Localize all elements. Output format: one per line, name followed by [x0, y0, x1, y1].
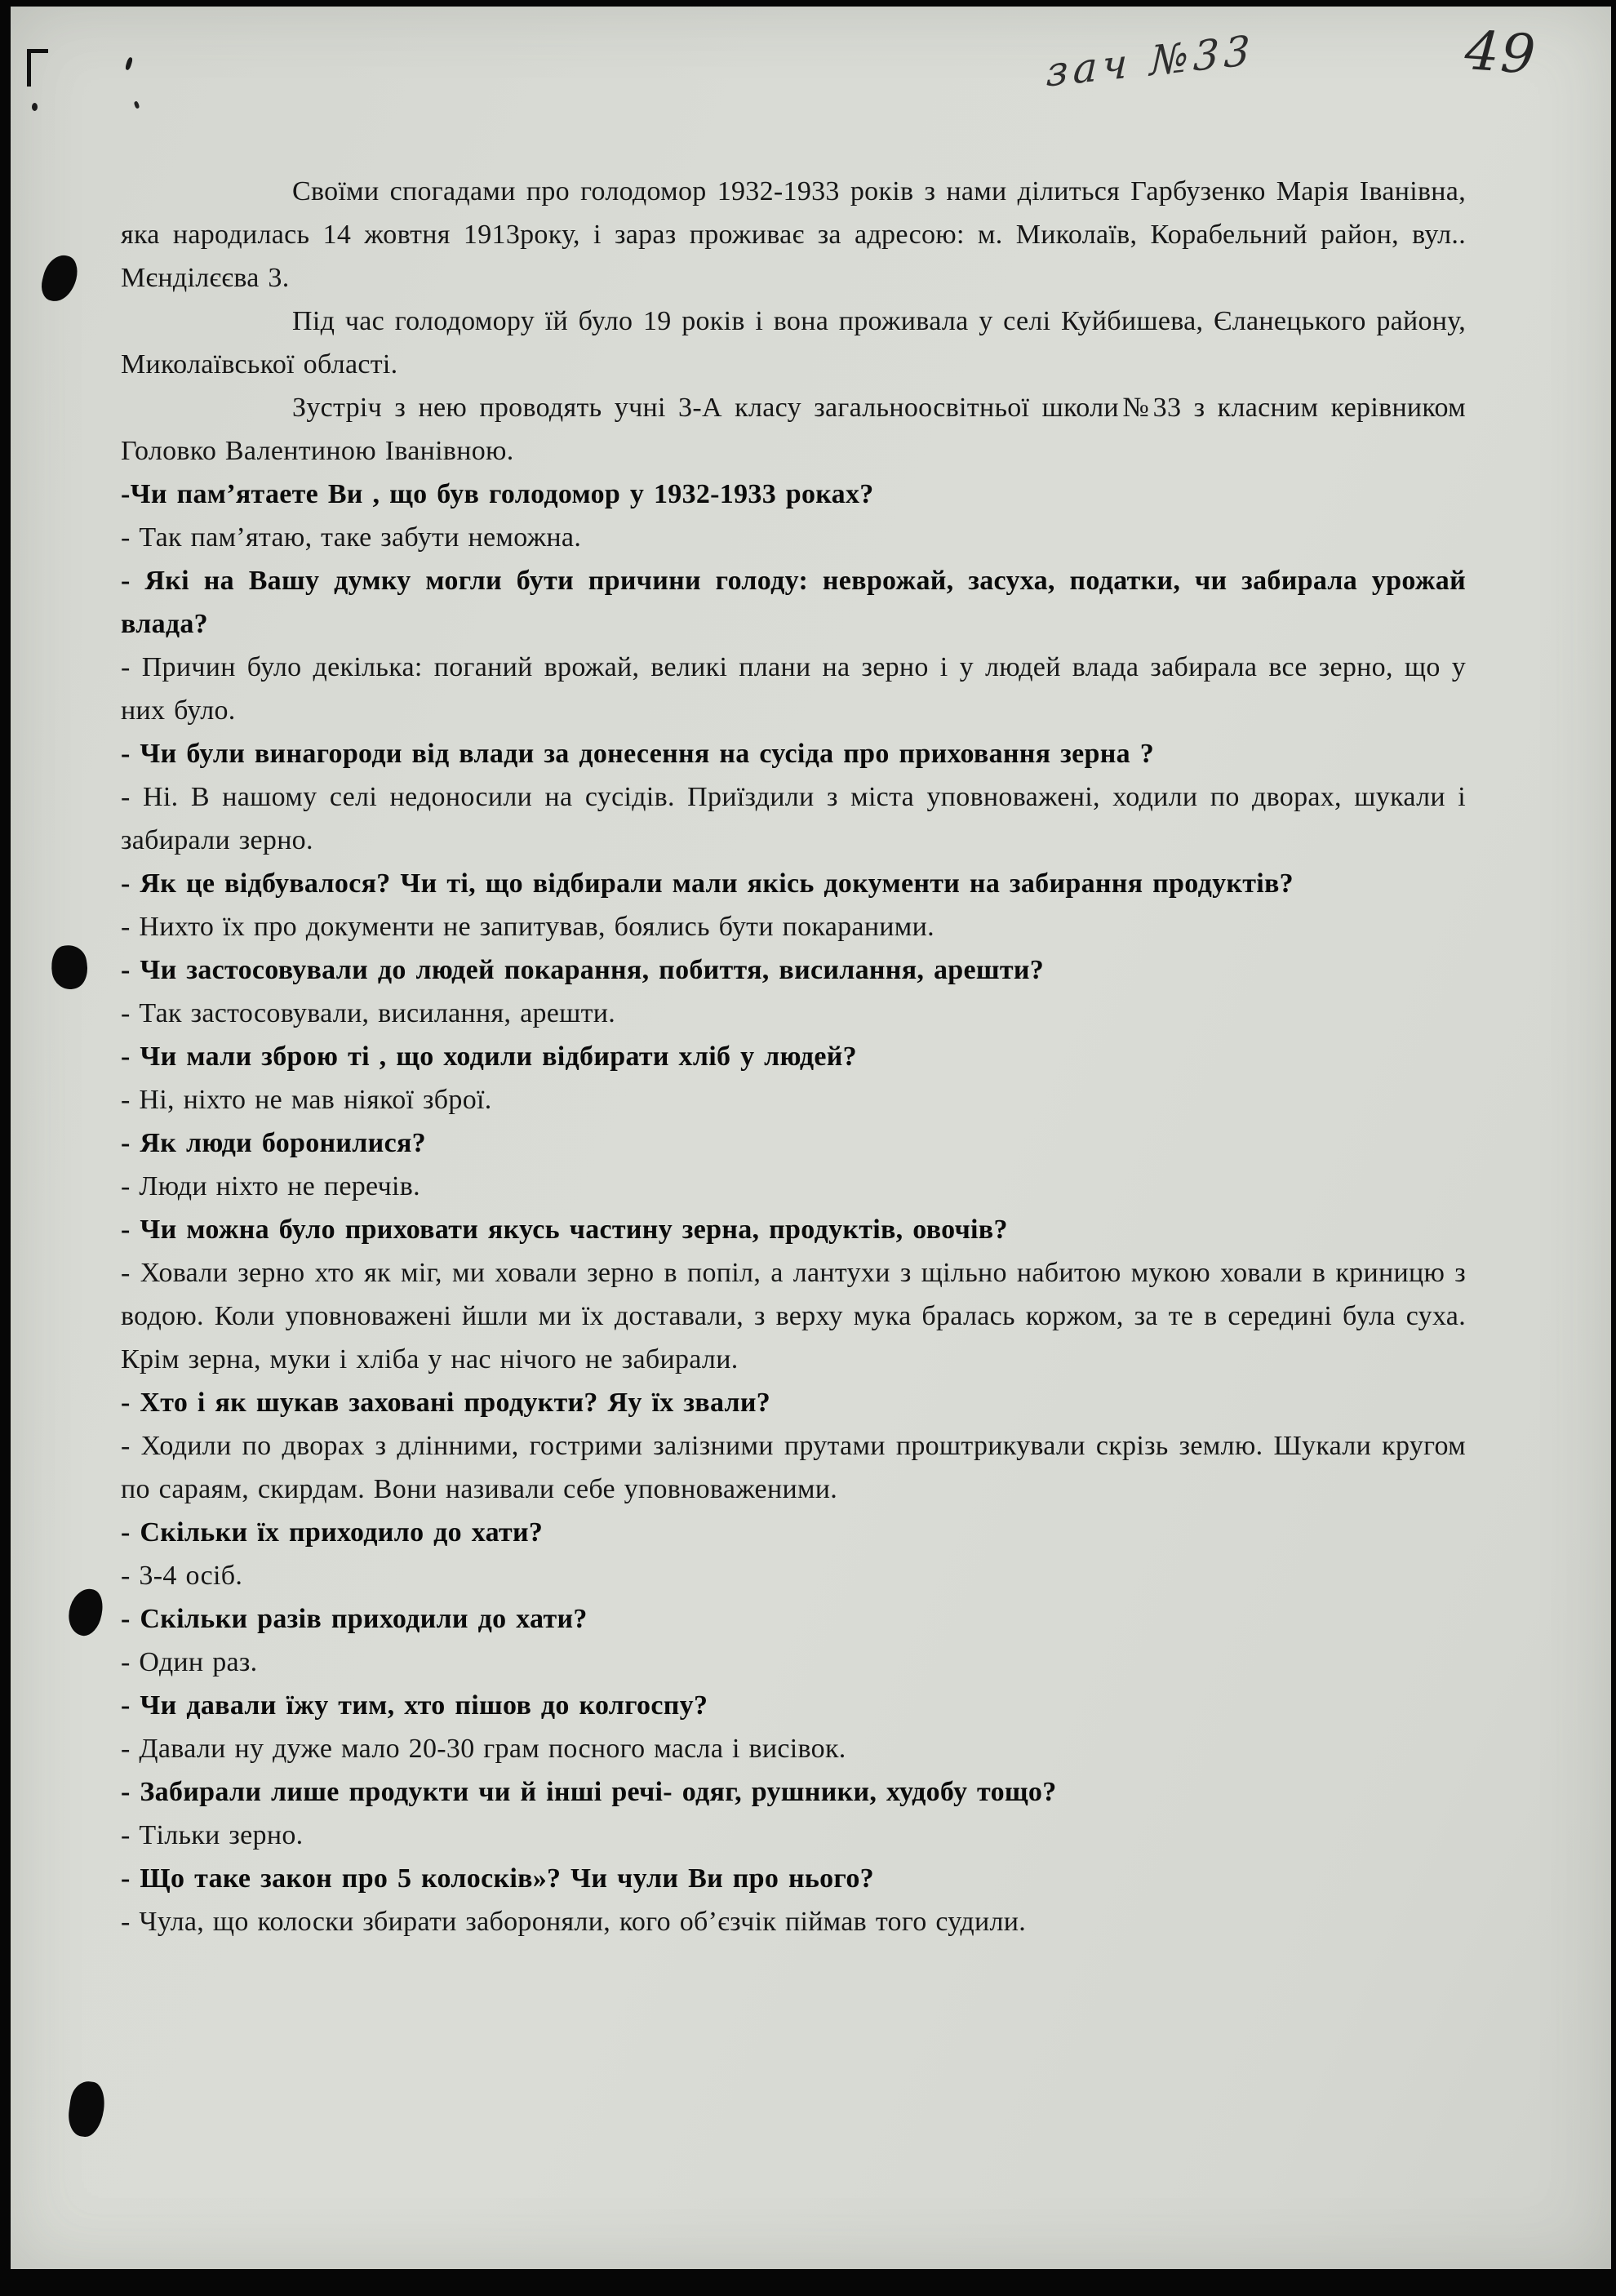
interview-question: - Чи мали зброю ті , що ходили відбирати хліб у людей?: [121, 1041, 857, 1072]
ink-blot: [38, 251, 82, 305]
intro-paragraph: Під час голодомору їй було 19 років і вона проживала у селі Куйбишева, Єланецького району, Миколаївської області.: [121, 306, 1466, 380]
interview-question: - Скільки їх приходило до хати?: [121, 1517, 544, 1548]
interview-question: - Хто і як шукав заховані продукти? Яу їх звали?: [121, 1388, 771, 1418]
interview-question: -Чи пам’ятаете Ви , що був голодомор у 1932-1933 роках?: [121, 479, 874, 509]
scan-corner-mark: [125, 56, 134, 70]
document-body: [121, 170, 1466, 1943]
archive-note-handwritten: зач №33: [1045, 26, 1256, 96]
interview-answer: - Нихто їх про документи не запитував, боялись бути покараними.: [121, 912, 935, 942]
interview-question: - Чи можна було приховати якусь частину зерна, продуктів, овочів?: [121, 1215, 1008, 1245]
interview-answer: - Люди ніхто не перечів.: [121, 1171, 420, 1201]
scan-corner-mark: [134, 100, 140, 109]
scan-corner-mark: [27, 49, 31, 87]
interview-question: - Як це відбувалося? Чи ті, що відбирали мали якісь документи на забирання продуктів?: [121, 868, 1294, 899]
scan-corner-mark: [32, 103, 38, 111]
interview-answer: - Чула, що колоски збирати забороняли, кого об’єзчік піймав того судили.: [121, 1907, 1027, 1937]
intro-paragraph: Зустріч з нею проводять учні 3-А класу загальноосвітньої школи№33 з класним керівником Головко Валентиною Іванівною.: [121, 393, 1466, 466]
interview-answer: - 3-4 осіб.: [121, 1561, 243, 1591]
ink-blot: [63, 1584, 109, 1640]
interview-answer: - Один раз.: [121, 1647, 258, 1677]
paper-sheet: [11, 7, 1611, 2269]
interview-question: - Скільки разів приходили до хати?: [121, 1604, 588, 1634]
interview-answer: - Ні. В нашому селі недоносили на сусідів. Приїздили з міста уповноважені, ходили по дворах, шукали і забирали зерно.: [121, 782, 1466, 855]
interview-question: - Що таке закон про 5 колосків»? Чи чули Ви про нього?: [121, 1863, 874, 1894]
interview-question: - Чи давали їжу тим, хто пішов до колгоспу?: [121, 1690, 708, 1721]
interview-answer: - Причин було декілька: поганий врожай, великі плани на зерно і у людей влада забирала все зерно, що у них було.: [121, 652, 1466, 726]
interview-answer: - Так застосовували, висилання, арешти.: [121, 998, 616, 1028]
interview-answer: - Ховали зерно хто як міг, ми ховали зерно в попіл, а лантухи з щільно набитою мукою ховали в криницю з водою. Коли уповноважені йшли ми їх доставали, з верху мука бралась коржом, за те в середині була суха. Крім зерна, муки і хліба у нас нічого не забирали.: [121, 1258, 1466, 1374]
interview-answer: - Ходили по дворах з длінними, гострими залізними прутами проштрикували скрізь землю. Шукали кругом по сараям, скирдам. Вони називали себе уповноваженими.: [121, 1431, 1466, 1504]
interview-answer: - Давали ну дуже мало 20-30 грам посного масла і висівок.: [121, 1734, 846, 1764]
interview-question: - Які на Вашу думку могли бути причини голоду: неврожай, засуха, податки, чи забирала урожай влада?: [121, 566, 1466, 639]
interview-question: - Як люди боронилися?: [121, 1128, 426, 1158]
interview-answer: - Тільки зерно.: [121, 1820, 304, 1850]
interview-answer: - Так пам’ятаю, таке забути неможна.: [121, 522, 582, 553]
interview-question: - Чи застосовували до людей покарання, побиття, висилання, арешти?: [121, 955, 1045, 985]
ink-blot: [65, 2079, 107, 2138]
interview-question: - Забирали лише продукти чи й інші речі- одяг, рушники, худобу тощо?: [121, 1777, 1057, 1807]
page-number-handwritten: 49: [1463, 19, 1539, 87]
scan-corner-mark: [27, 49, 48, 53]
interview-question: - Чи були винагороди від влади за донесення на сусіда про приховання зерна ?: [121, 739, 1155, 769]
intro-paragraph: Своїми спогадами про голодомор 1932-1933 років з нами ділиться Гарбузенко Марія Іванівна, яка народилась 14 жовтня 1913року, і зараз проживає за адресою: м. Миколаїв, Корабельний район, вул.. Мєнділєєва 3.: [121, 176, 1466, 293]
ink-blot: [48, 943, 91, 992]
interview-answer: - Ні, ніхто не мав ніякої зброї.: [121, 1085, 492, 1115]
